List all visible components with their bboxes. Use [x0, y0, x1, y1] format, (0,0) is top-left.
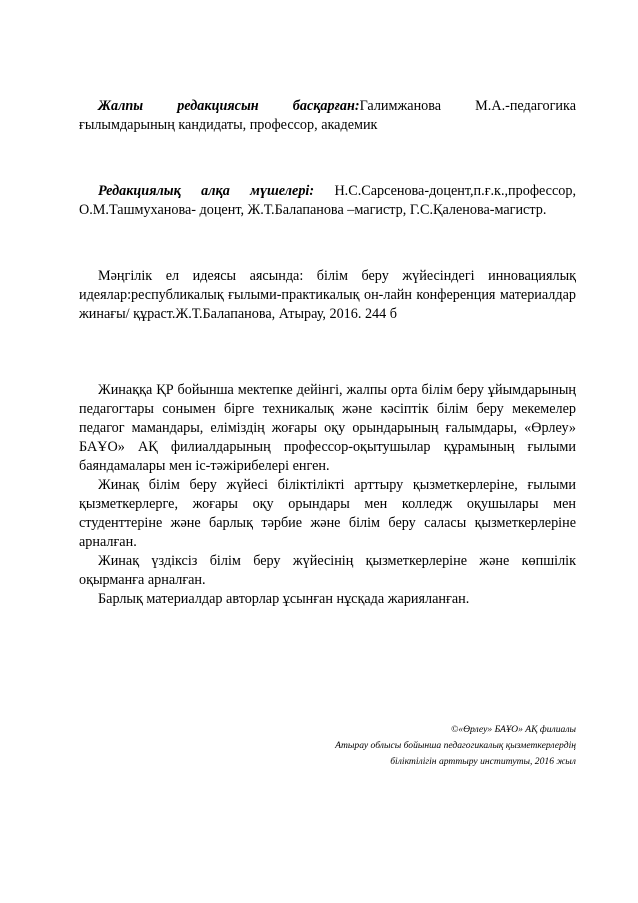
- board-block: [79, 182, 576, 220]
- editor-label: Жалпы редакциясын басқарған:: [98, 98, 360, 114]
- board-paragraph: [79, 182, 576, 220]
- description-paragraph-1: Жинаққа ҚР бойынша мектепке дейінгі, жалпы орта білім беру ұйымдарының педагогтары сонымен бірге техникалық және кәсіптік білім беру мекемелер педагог мамандары, еліміздің жоғары оқу орындарының ғалымдары, «Өрлеу» БАҰО» АҚ филиалдарының профессор-оқытушылар құрамының ғылыми баяндамалары мен іс-тәжірибелері енген.: [79, 382, 576, 474]
- citation-block: [79, 267, 576, 324]
- colophon: [335, 722, 576, 770]
- description-block: [79, 381, 576, 609]
- colophon-line-2: Атырау облысы бойынша педагогикалық қызметкерлердің: [335, 740, 576, 751]
- editor-block: [79, 97, 576, 135]
- editor-paragraph: [79, 97, 576, 135]
- colophon-line-1: ©«Өрлеу» БАҰО» АҚ филиалы: [451, 724, 576, 735]
- description-paragraph-2: Жинақ білім беру жүйесі біліктілікті арттыру қызметкерлеріне, ғылыми қызметкерлерге, жоғары оқу орындары мен колледж оқушылары мен студенттеріне және барлық тәрбие және білім беру саласы қызметкерлеріне арналған.: [79, 477, 576, 550]
- description-paragraph-3: Жинақ үздіксіз білім беру жүйесінің қызметкерлеріне және көпшілік оқырманға арналған.: [79, 553, 576, 588]
- description-paragraph-4: Барлық материалдар авторлар ұсынған нұсқада жарияланған.: [98, 591, 470, 607]
- citation-paragraph: Мәңгілік ел идеясы аясында: білім беру жүйесіндегі инновациялық идеялар:республикалық ғылыми-практикалық он-лайн конференция материалдар жинағы/ құраст.Ж.Т.Балапанова, Атырау, 2016. 244 б: [79, 268, 576, 322]
- board-text: Н.С.Сарсенова-доцент,п.ғ.к.,профессор, О.М.Ташмуханова- доцент, Ж.Т.Балапанова –магистр, Г.С.Қаленова-магистр.: [79, 183, 576, 218]
- board-label: Редакциялық алқа мүшелері:: [98, 183, 315, 199]
- colophon-line-3: біліктілігін арттыру институты, 2016 жыл: [390, 756, 576, 767]
- editor-text: Галимжанова М.А.-педагогика ғылымдарының кандидаты, профессор, академик: [79, 98, 577, 133]
